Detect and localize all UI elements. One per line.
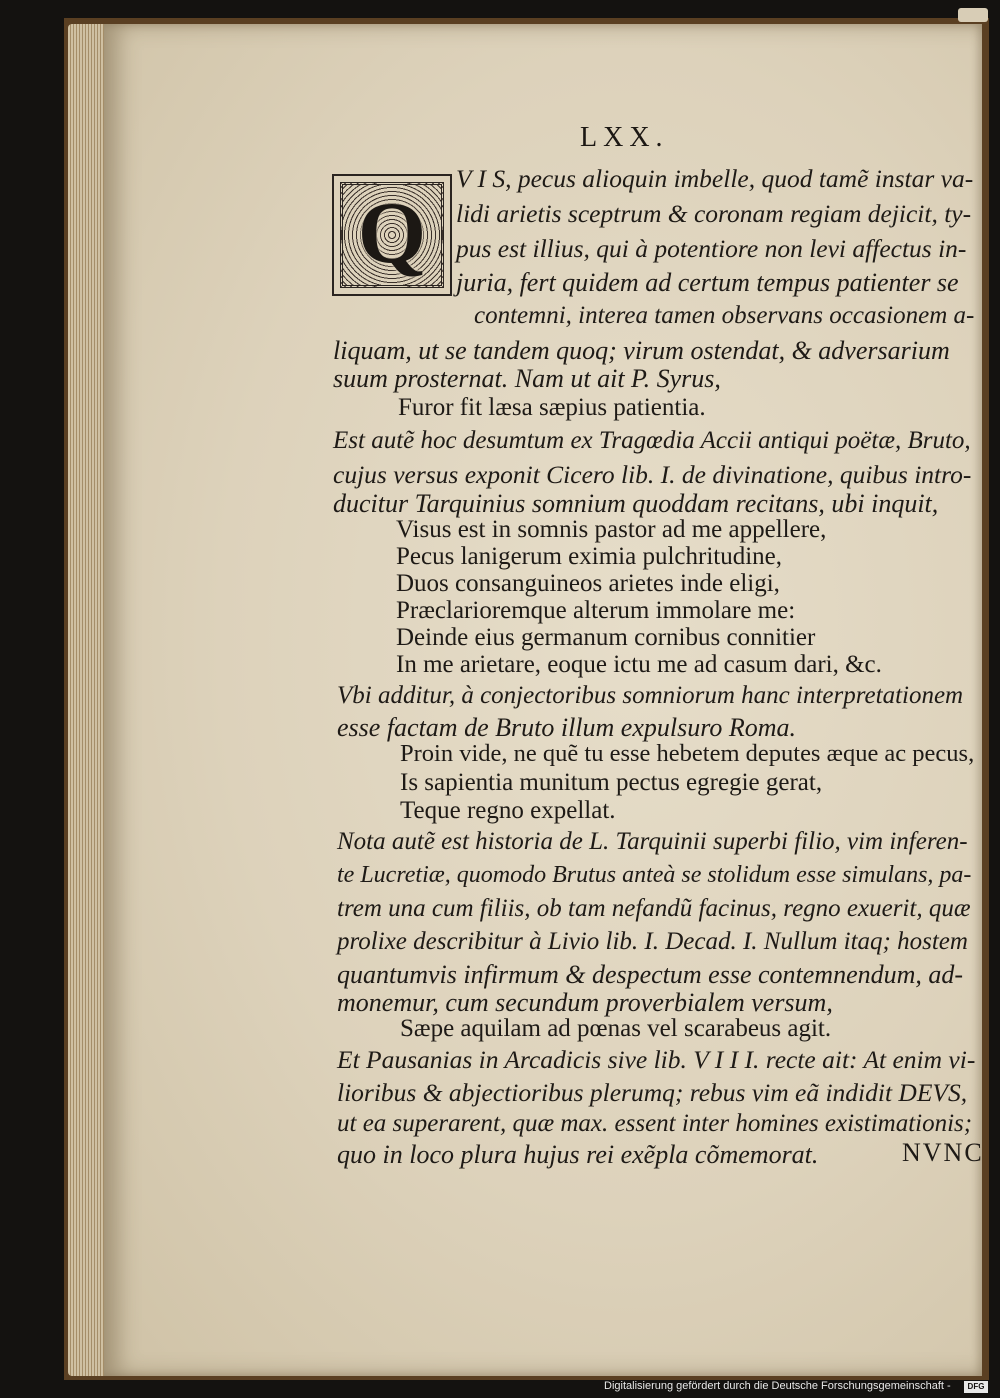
digitization-credit: Digitalisierung gefördert durch die Deutsche Forschungsgemeinschaft - [604, 1380, 951, 1392]
text-line: suum prosternat. Nam ut ait P. Syrus, [333, 364, 721, 393]
text-line: Est autẽ hoc desumtum ex Tragœdia Accii antiqui poëtæ, Bruto, [333, 427, 971, 454]
text-line: lioribus & abjectioribus plerumq; rebus vim eã indidit DEVS, [337, 1078, 968, 1107]
initial-letter: Q [357, 185, 427, 282]
text-line: quantumvis infirmum & despectum esse contemnendum, ad- [337, 960, 964, 989]
text-line: lidi arietis sceptrum & coronam regiam dejicit, ty- [456, 199, 972, 228]
text-line: pus est illius, qui à potentiore non levi affectus in- [456, 234, 967, 263]
verse-line: Deinde eius germanum cornibus connitier [396, 624, 816, 651]
text-line: prolixe describitur à Livio lib. I. Decad. I. Nullum itaq; hostem [337, 928, 968, 955]
text-line: contemni, interea tamen observans occasionem a- [474, 302, 975, 329]
text-line: ducitur Tarquinius somnium quoddam recitans, ubi inquit, [333, 489, 939, 518]
verse-line: Pecus lanigerum eximia pulchritudine, [396, 543, 783, 570]
text-line: Et Pausanias in Arcadicis sive lib. V I I I. recte ait: At enim vi- [337, 1045, 976, 1074]
verse-line: Sæpe aquilam ad pœnas vel scarabeus agit. [400, 1015, 832, 1042]
text-line: quo in loco plura hujus rei exẽpla cõmemorat. [337, 1140, 819, 1169]
verse-line: Visus est in somnis pastor ad me appellere, [396, 516, 827, 543]
verse-line: In me arietare, eoque ictu me ad casum dari, &c. [396, 651, 882, 678]
dfg-logo: DFG [964, 1381, 988, 1393]
verse-line: Duos consanguineos arietes inde eligi, [396, 570, 780, 597]
text-line: trem una cum filiis, ob tam nefandũ facinus, regno exuerit, quæ [337, 895, 971, 922]
text-line: juria, fert quidem ad certum tempus patienter se [456, 268, 959, 297]
text-line: cujus versus exponit Cicero lib. I. de divinatione, quibus intro- [333, 460, 972, 489]
text-line: Vbi additur, à conjectoribus somniorum hanc interpretationem [337, 682, 964, 709]
text-line: V I S, pecus alioquin imbelle, quod tamẽ instar va- [456, 164, 974, 193]
text-line: te Lucretiæ, quomodo Brutus anteà se stolidum esse simulans, pa- [337, 862, 972, 888]
decorated-initial [332, 174, 452, 296]
catchword: NVNC [902, 1138, 984, 1167]
folio-number: LXX. [580, 122, 669, 153]
page-tab [958, 8, 988, 22]
verse-line: Præclarioremque alterum immolare me: [396, 597, 796, 624]
text-line: esse factam de Bruto illum expulsuro Roma. [337, 713, 797, 742]
text-line: monemur, cum secundum proverbialem versum, [337, 988, 833, 1017]
text-line: ut ea superarent, quæ max. essent inter homines existimationis; [337, 1110, 973, 1137]
verse-line: Is sapientia munitum pectus egregie gerat, [400, 769, 823, 796]
verse-line: Furor fit læsa sæpius patientia. [398, 394, 706, 421]
text-line: Nota autẽ est historia de L. Tarquinii superbi filio, vim inferen- [337, 828, 968, 855]
text-line: liquam, ut se tandem quoq; virum ostendat, & adversarium [333, 336, 950, 365]
verse-line: Teque regno expellat. [400, 797, 616, 824]
verse-line: Proin vide, ne quẽ tu esse hebetem deputes æque ac pecus, [400, 740, 975, 767]
